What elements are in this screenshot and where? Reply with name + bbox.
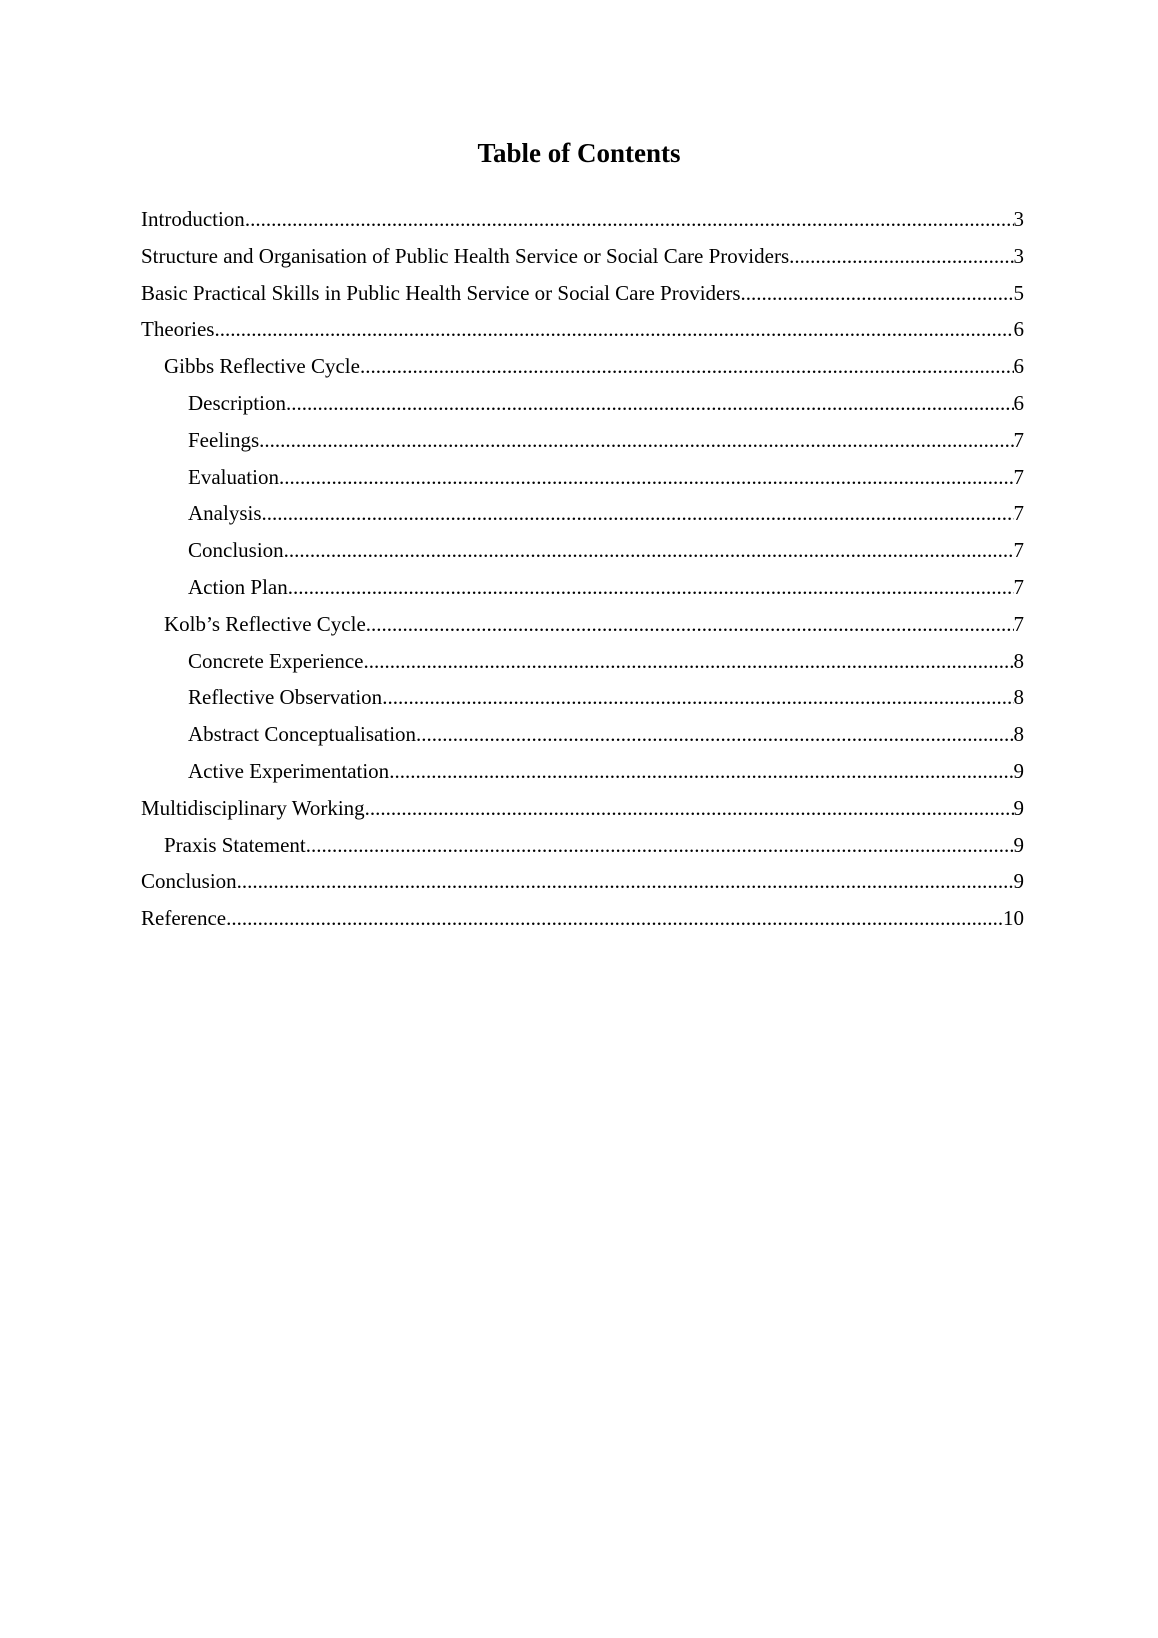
- toc-entry[interactable]: [141, 790, 1024, 827]
- toc-entry-label: Conclusion: [141, 869, 237, 894]
- toc-entry[interactable]: [141, 679, 1024, 716]
- toc-dot-leader: [226, 900, 1003, 937]
- toc-entry[interactable]: [141, 863, 1024, 900]
- toc-entry-page-number: 3: [1013, 207, 1024, 231]
- toc-entry[interactable]: [141, 753, 1024, 790]
- toc-entry[interactable]: [141, 532, 1024, 569]
- toc-dot-leader: [306, 827, 1014, 864]
- toc-entry-label: Active Experimentation: [188, 758, 390, 783]
- toc-entry-label: Evaluation: [188, 464, 279, 489]
- toc-entry[interactable]: [141, 606, 1024, 643]
- toc-entry-page-number: 10: [1003, 906, 1024, 931]
- toc-entry-page-number: 9: [1013, 832, 1024, 857]
- toc-entry-page-number: 7: [1013, 464, 1024, 489]
- toc-entry-page-number: 7: [1013, 611, 1024, 636]
- toc-dot-leader: [364, 643, 1014, 680]
- toc-dot-leader: [789, 238, 1013, 275]
- toc-entry[interactable]: [141, 716, 1024, 753]
- toc-entry-label: Structure and Organisation of Public Health Service or Social Care Providers: [141, 243, 790, 268]
- toc-dot-leader: [284, 532, 1014, 569]
- toc-entry-page-number: 8: [1013, 722, 1024, 747]
- toc-entry[interactable]: [141, 900, 1024, 937]
- toc-entry-label: Multidisciplinary Working: [141, 795, 365, 820]
- toc-dot-leader: [279, 459, 1014, 496]
- toc-entry[interactable]: [141, 459, 1024, 496]
- toc-entry-label: Gibbs Reflective Cycle: [164, 354, 360, 379]
- toc-entry-label: Reflective Observation: [188, 685, 383, 710]
- toc-entry[interactable]: [141, 422, 1024, 459]
- toc-entry-label: Feelings: [188, 427, 260, 452]
- table-of-contents: [141, 201, 1024, 937]
- toc-entry-page-number: 7: [1013, 574, 1024, 599]
- toc-entry-label: Reference: [141, 906, 227, 931]
- toc-entry[interactable]: [141, 569, 1024, 606]
- toc-dot-leader: [741, 275, 1014, 312]
- toc-entry-label: Praxis Statement: [164, 832, 306, 857]
- toc-entry-page-number: 6: [1013, 390, 1024, 415]
- toc-entry-page-number: 6: [1013, 354, 1024, 379]
- toc-entry-page-number: 7: [1013, 427, 1024, 452]
- toc-entry[interactable]: [141, 238, 1024, 275]
- toc-entry[interactable]: [141, 201, 1024, 238]
- toc-dot-leader: [237, 863, 1014, 900]
- toc-dot-leader: [262, 495, 1014, 532]
- toc-entry-label: Abstract Conceptualisation: [188, 722, 417, 747]
- toc-dot-leader: [214, 311, 1013, 348]
- toc-entry-label: Introduction: [141, 207, 245, 231]
- toc-entry-page-number: 9: [1013, 758, 1024, 783]
- page-title: Table of Contents: [477, 138, 681, 168]
- toc-entry-label: Action Plan: [188, 574, 288, 599]
- toc-entry-page-number: 6: [1013, 317, 1024, 342]
- toc-dot-leader: [360, 348, 1014, 385]
- toc-entry[interactable]: [141, 311, 1024, 348]
- toc-entry-page-number: 9: [1013, 795, 1024, 820]
- toc-dot-leader: [259, 422, 1013, 459]
- toc-entry[interactable]: [141, 495, 1024, 532]
- toc-entry-page-number: 9: [1013, 869, 1024, 894]
- toc-dot-leader: [365, 790, 1014, 827]
- toc-dot-leader: [286, 385, 1014, 422]
- toc-dot-leader: [366, 606, 1014, 643]
- toc-entry-page-number: 8: [1013, 648, 1024, 673]
- toc-entry[interactable]: [141, 275, 1024, 312]
- toc-entry[interactable]: [141, 348, 1024, 385]
- toc-entry-label: Theories: [141, 317, 215, 342]
- toc-entry-label: Analysis: [188, 501, 262, 526]
- toc-entry-page-number: 3: [1013, 243, 1024, 268]
- toc-entry[interactable]: [141, 643, 1024, 680]
- toc-entry[interactable]: [141, 385, 1024, 422]
- toc-entry-label: Description: [188, 390, 286, 415]
- toc-dot-leader: [288, 569, 1014, 606]
- toc-entry-page-number: 8: [1013, 685, 1024, 710]
- toc-entry-page-number: 7: [1013, 538, 1024, 563]
- toc-dot-leader: [245, 201, 1014, 238]
- toc-dot-leader: [382, 679, 1013, 716]
- toc-entry-label: Kolb’s Reflective Cycle: [164, 611, 366, 636]
- toc-dot-leader: [416, 716, 1013, 753]
- toc-entry-label: Concrete Experience: [188, 648, 364, 673]
- toc-entry-page-number: 7: [1013, 501, 1024, 526]
- toc-entry-page-number: 5: [1013, 280, 1024, 305]
- toc-dot-leader: [389, 753, 1013, 790]
- toc-entry-label: Conclusion: [188, 538, 284, 563]
- toc-entry[interactable]: [141, 827, 1024, 864]
- toc-entry-label: Basic Practical Skills in Public Health Service or Social Care Providers: [141, 280, 741, 305]
